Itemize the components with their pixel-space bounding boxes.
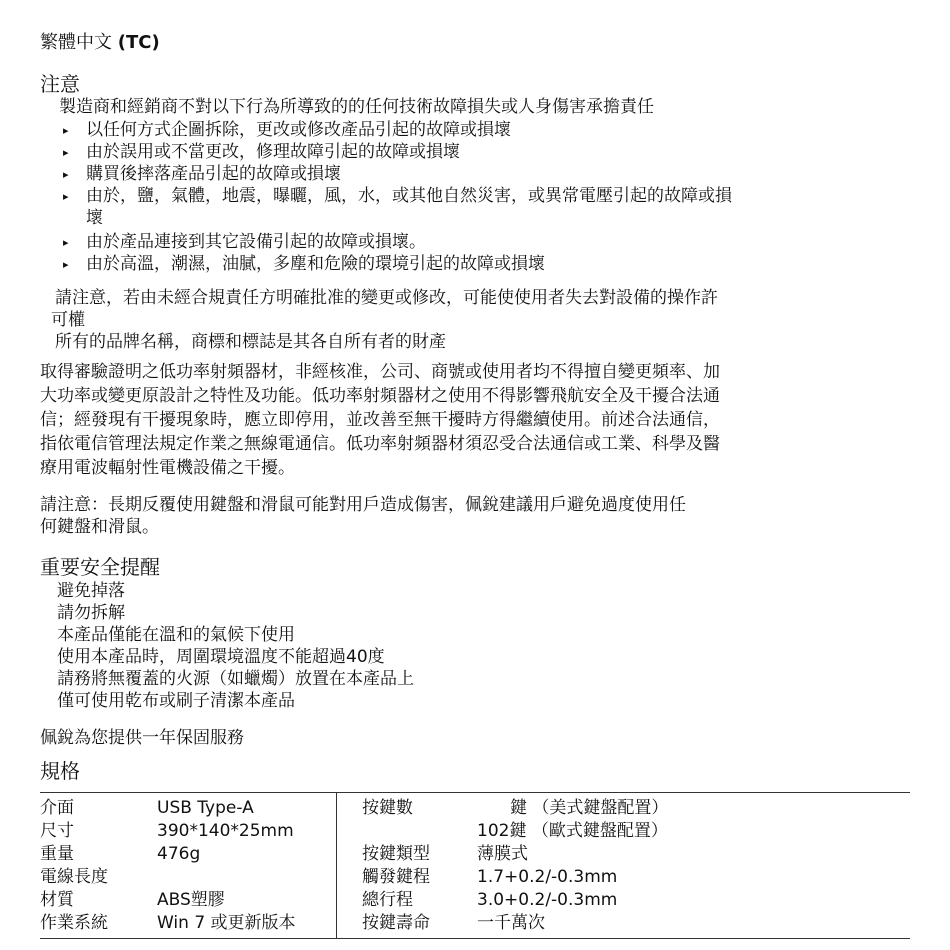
spec-value: 1.7+0.2/-0.3mm <box>477 867 618 887</box>
spec-value: 一千萬次 <box>477 913 545 933</box>
safety-item: 請務將無覆蓋的火源（如蠟燭）放置在本產品上 <box>57 669 414 689</box>
spec-label: 按鍵壽命 <box>362 913 430 933</box>
spec-label: 作業系統 <box>40 913 108 933</box>
trademark-note: 所有的品牌名稱，商標和標誌是其各自所有者的財產 <box>55 332 446 352</box>
spec-value: 鍵 （美式鍵盤配置） <box>510 798 669 818</box>
spec-value: 3.0+0.2/-0.3mm <box>477 890 618 910</box>
spec-label: 按鍵數 <box>362 798 413 818</box>
spec-label: 總行程 <box>362 890 413 910</box>
ncc-line: 取得審驗證明之低功率射頻器材，非經核准，公司、商號或使用者均不得擅自變更頻率、加 <box>40 362 720 382</box>
caution-intro: 製造商和經銷商不對以下行為所導致的的任何技術故障損失或人身傷害承擔責任 <box>59 97 654 117</box>
ncc-line: 信；經發現有干擾現象時，應立即停用，並改善至無干擾時方得繼續使用。前述合法通信， <box>40 410 720 430</box>
warranty-text: 佩銳為您提供一年保固服務 <box>40 728 244 748</box>
specs-heading: 規格 <box>40 759 80 783</box>
caution-bullet: 由於高溫，潮濕，油膩，多塵和危險的環境引起的故障或損壞 <box>86 254 545 274</box>
safety-item: 避免掉落 <box>57 581 125 601</box>
spec-value: ABS塑膠 <box>157 890 225 910</box>
safety-item: 僅可使用乾布或刷子清潔本產品 <box>57 691 295 711</box>
spec-label: 觸發鍵程 <box>362 867 430 887</box>
language-title-text: 繁體中文 <box>40 32 112 53</box>
bullet-icon: ▸ <box>63 168 69 181</box>
spec-label: 重量 <box>40 844 74 864</box>
spec-label: 尺寸 <box>40 821 74 841</box>
ncc-line: 指依電信管理法規定作業之無線電通信。低功率射頻器材須忍受合法通信或工業、科學及醫 <box>40 434 720 454</box>
caution-bullet: 由於產品連接到其它設備引起的故障或損壞。 <box>86 232 426 252</box>
language-code: (TC) <box>117 32 160 53</box>
safety-item: 使用本產品時，周圍環境溫度不能超過40度 <box>57 647 385 667</box>
spec-value: USB Type-A <box>157 798 254 818</box>
caution-note-line: 請注意，若由未經合規責任方明確批准的變更或修改，可能使使用者失去對設備的操作許 <box>55 288 718 308</box>
health-note-line: 請注意：長期反覆使用鍵盤和滑鼠可能對用戶造成傷害，佩銳建議用戶避免過度使用任 <box>40 495 686 515</box>
caution-heading: 注意 <box>40 72 80 96</box>
spec-label: 按鍵類型 <box>362 844 430 864</box>
ncc-line: 療用電波輻射性電機設備之干擾。 <box>40 458 295 478</box>
caution-bullet: 以任何方式企圖拆除，更改或修改產品引起的故障或損壞 <box>86 120 511 140</box>
spec-table-top-rule <box>40 792 910 793</box>
spec-value: 薄膜式 <box>477 844 528 864</box>
caution-bullet: 購買後摔落產品引起的故障或損壞 <box>86 164 341 184</box>
spec-value: 390*140*25mm <box>157 821 294 841</box>
caution-note-line: 可權 <box>51 310 85 330</box>
spec-value: 102鍵 （歐式鍵盤配置） <box>477 821 668 841</box>
spec-table-bottom-rule <box>40 938 910 939</box>
caution-bullet: 由於誤用或不當更改，修理故障引起的故障或損壞 <box>86 142 460 162</box>
caution-bullet: 由於，鹽，氣體，地震，曝曬，風，水，或其他自然災害，或異常電壓引起的故障或損 <box>86 186 732 206</box>
bullet-icon: ▸ <box>63 124 69 137</box>
spec-label: 電線長度 <box>40 867 108 887</box>
safety-item: 請勿拆解 <box>57 603 125 623</box>
safety-heading: 重要安全提醒 <box>40 555 160 579</box>
ncc-line: 大功率或變更原設計之特性及功能。低功率射頻器材之使用不得影響飛航安全及干擾合法通 <box>40 386 720 406</box>
bullet-icon: ▸ <box>63 236 69 249</box>
spec-value: Win 7 或更新版本 <box>157 913 296 933</box>
health-note-line: 何鍵盤和滑鼠。 <box>40 517 159 537</box>
bullet-icon: ▸ <box>63 190 69 203</box>
safety-item: 本產品僅能在溫和的氣候下使用 <box>57 625 295 645</box>
spec-table-divider <box>336 792 337 939</box>
spec-label: 材質 <box>40 890 74 910</box>
bullet-icon: ▸ <box>63 258 69 271</box>
spec-label: 介面 <box>40 798 74 818</box>
language-title <box>40 34 160 52</box>
caution-bullet-continuation: 壞 <box>86 208 103 228</box>
bullet-icon: ▸ <box>63 146 69 159</box>
spec-value: 476g <box>157 844 201 864</box>
